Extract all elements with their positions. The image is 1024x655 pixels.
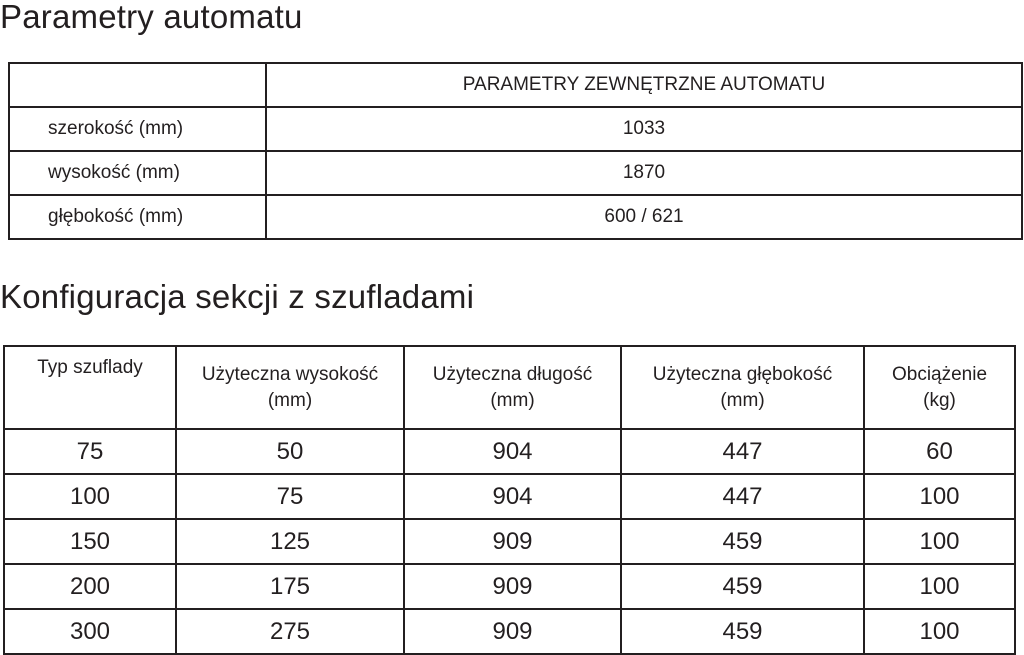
table-cell: 75 — [4, 429, 176, 474]
table-cell: 200 — [4, 564, 176, 609]
table-row — [4, 609, 1015, 654]
parameters-table — [8, 62, 1023, 240]
table-row — [4, 519, 1015, 564]
table-row — [9, 195, 1022, 239]
table-row — [9, 151, 1022, 195]
column-header-load — [864, 346, 1015, 429]
table-cell: 447 — [621, 474, 864, 519]
column-header-line: Typ szuflady — [37, 357, 143, 378]
table-cell: 50 — [176, 429, 404, 474]
section-title-drawer-configuration: Konfiguracja sekcji z szufladami — [0, 278, 475, 315]
table-cell: 100 — [864, 519, 1015, 564]
table-cell: 60 — [864, 429, 1015, 474]
table-header-row — [4, 346, 1015, 429]
row-value-width: 1033 — [266, 107, 1022, 151]
table-cell: 100 — [864, 474, 1015, 519]
column-header-drawer-type — [4, 346, 176, 429]
table-cell: 100 — [864, 609, 1015, 654]
table-cell: 175 — [176, 564, 404, 609]
row-label-width: szerokość (mm) — [9, 107, 266, 151]
table-cell: 300 — [4, 609, 176, 654]
table-cell: 100 — [864, 564, 1015, 609]
empty-header-cell — [9, 63, 266, 107]
table-header-cell: PARAMETRY ZEWNĘTRZNE AUTOMATU — [266, 63, 1022, 107]
table-header-row — [9, 63, 1022, 107]
table-cell: 100 — [4, 474, 176, 519]
row-value-height: 1870 — [266, 151, 1022, 195]
column-header-usable-depth — [621, 346, 864, 429]
column-header-line: Użyteczna wysokość — [201, 363, 379, 385]
column-header-unit: (mm) — [267, 389, 313, 411]
column-header-usable-length — [404, 346, 621, 429]
table-cell: 909 — [404, 519, 621, 564]
drawer-configuration-table — [3, 345, 1016, 655]
table-row — [4, 474, 1015, 519]
column-header-unit: (kg) — [923, 389, 956, 411]
table-cell: 275 — [176, 609, 404, 654]
row-value-depth: 600 / 621 — [266, 195, 1022, 239]
table-cell: 459 — [621, 564, 864, 609]
table-row — [4, 564, 1015, 609]
table-cell: 150 — [4, 519, 176, 564]
column-header-unit: (mm) — [720, 389, 765, 411]
table-cell: 447 — [621, 429, 864, 474]
table-row — [4, 429, 1015, 474]
column-header-line: Użyteczna długość — [432, 363, 593, 385]
column-header-usable-height — [176, 346, 404, 429]
table-cell: 909 — [404, 609, 621, 654]
column-header-unit: (mm) — [490, 389, 535, 411]
table-cell: 904 — [404, 474, 621, 519]
table-cell: 904 — [404, 429, 621, 474]
table-cell: 459 — [621, 609, 864, 654]
column-header-line: Użyteczna głębokość — [652, 363, 833, 385]
table-cell: 125 — [176, 519, 404, 564]
row-label-height: wysokość (mm) — [9, 151, 266, 195]
column-header-line: Obciążenie — [891, 363, 988, 385]
table-row — [9, 107, 1022, 151]
section-title-parameters: Parametry automatu — [0, 0, 303, 35]
table-cell: 75 — [176, 474, 404, 519]
table-cell: 459 — [621, 519, 864, 564]
row-label-depth: głębokość (mm) — [9, 195, 266, 239]
table-cell: 909 — [404, 564, 621, 609]
